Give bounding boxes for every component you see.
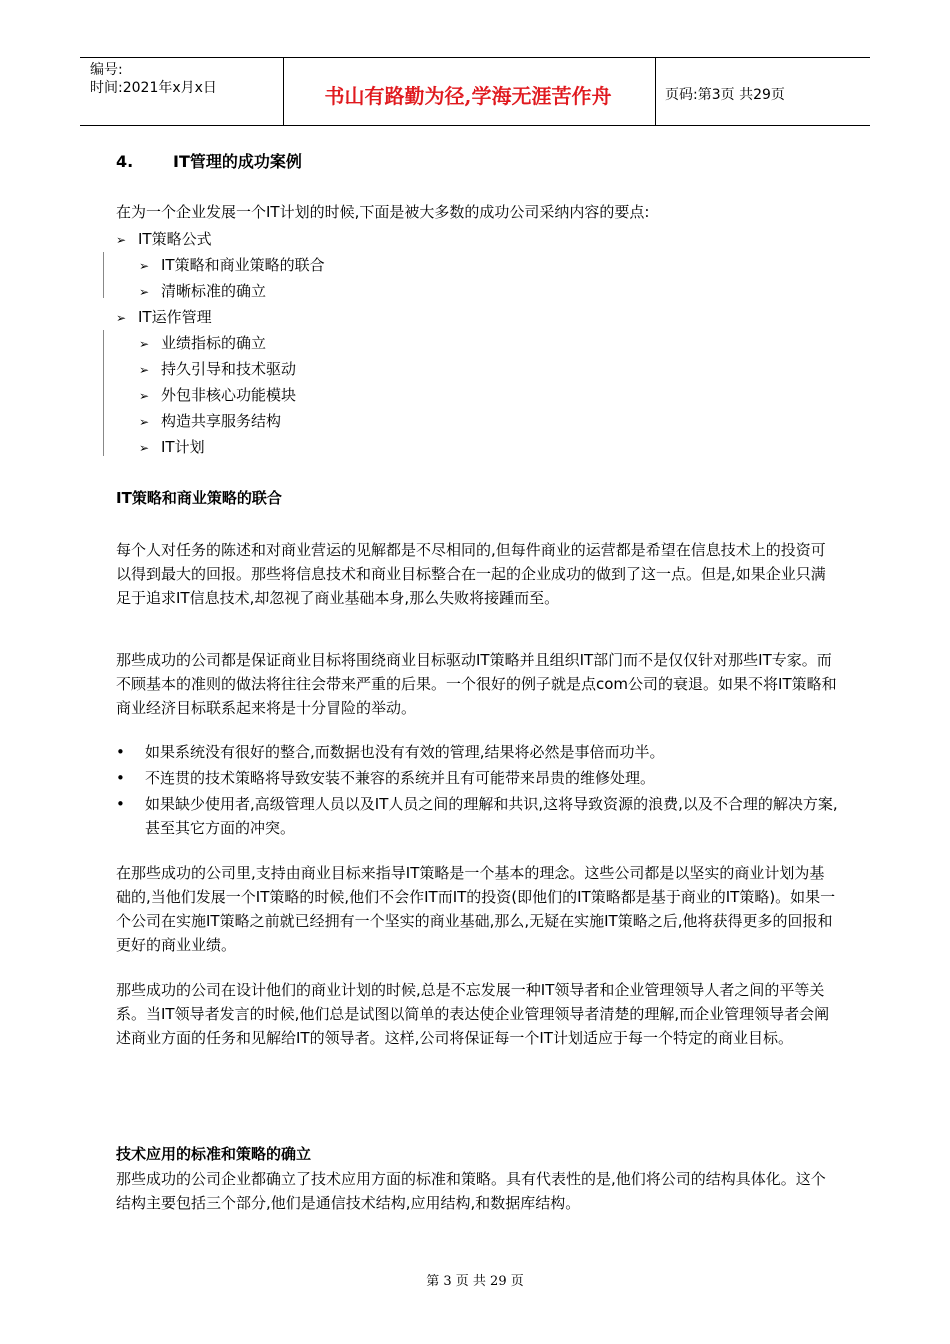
doc-time-label: 时间:2021年x月x日 bbox=[90, 80, 217, 96]
outline-subitem: ➢ 外包非核心功能模块 bbox=[139, 386, 297, 404]
body-paragraph: 那些成功的公司企业都确立了技术应用方面的标准和策略。具有代表性的是,他们将公司的结构具体化。这个结构主要包括三个部分,他们是通信技术结构,应用结构,和数据库结构。 bbox=[116, 1170, 826, 1212]
bullet-item: • 如果系统没有很好的整合,而数据也没有有效的管理,结果将必然是事倍而功半。 bbox=[116, 740, 838, 764]
bullet-dot-icon: • bbox=[116, 795, 125, 813]
arrow-bullet-icon: ➢ bbox=[139, 259, 150, 273]
arrow-bullet-icon: ➢ bbox=[116, 311, 127, 325]
body-paragraph: 每个人对任务的陈述和对商业营运的见解都是不尽相同的,但每件商业的运营都是希望在信息技术上的投资可以得到最大的回报。那些将信息技术和商业目标整合在一起的企业成功的做到了这一点。但是,如果企业只满足于追求IT信息技术,却忽视了商业基础本身,那么失败将接踵而至。 bbox=[116, 541, 826, 607]
arrow-bullet-icon: ➢ bbox=[139, 389, 150, 403]
page-footer: 第 3 页 共 29 页 bbox=[426, 1274, 524, 1289]
header-page-info: 页码:第3页 共29页 bbox=[665, 87, 785, 103]
section-number: 4. bbox=[116, 152, 134, 171]
outline-item-strategy: ➢ IT策略公式 bbox=[116, 230, 212, 248]
outline-subitem: ➢ 业绩指标的确立 bbox=[139, 334, 267, 352]
arrow-bullet-icon: ➢ bbox=[139, 415, 150, 429]
outline-subitem: ➢ IT计划 bbox=[139, 438, 205, 456]
outline-bar bbox=[103, 252, 104, 298]
section-title-text: IT管理的成功案例 bbox=[173, 152, 302, 171]
arrow-bullet-icon: ➢ bbox=[139, 363, 150, 377]
outline-item-operations: ➢ IT运作管理 bbox=[116, 308, 212, 326]
bullet-dot-icon: • bbox=[116, 769, 125, 787]
arrow-bullet-icon: ➢ bbox=[139, 441, 150, 455]
bullet-item: • 不连贯的技术策略将导致安装不兼容的系统并且有可能带来昂贵的维修处理。 bbox=[116, 766, 838, 790]
header-meta bbox=[90, 61, 217, 97]
arrow-bullet-icon: ➢ bbox=[139, 285, 150, 299]
outline-subitem: ➢ 清晰标准的确立 bbox=[139, 282, 267, 300]
outline-subitem: ➢ 持久引导和技术驱动 bbox=[139, 360, 297, 378]
header-motto: 书山有路勤为径,学海无涯苦作舟 bbox=[324, 84, 612, 108]
subsection-heading: 技术应用的标准和策略的确立 bbox=[116, 1145, 312, 1163]
outline-bar bbox=[103, 330, 104, 456]
bullet-item: • 如果缺少使用者,高级管理人员以及IT人员之间的理解和共识,这将导致资源的浪费,以及不合理的解决方案,甚至其它方面的冲突。 bbox=[116, 792, 838, 840]
arrow-bullet-icon: ➢ bbox=[139, 337, 150, 351]
body-paragraph: 那些成功的公司都是保证商业目标将围绕商业目标驱动IT策略并且组织IT部门而不是仅仅针对那些IT专家。而不顾基本的准则的做法将往往会带来严重的后果。一个很好的例子就是点com公司的衰退。如果不将IT策略和商业经济目标联系起来将是十分冒险的举动。 bbox=[116, 651, 837, 717]
doc-number-label: 编号: bbox=[90, 62, 123, 78]
header-top-rule bbox=[80, 57, 870, 58]
header-divider-right bbox=[655, 57, 656, 125]
section-title bbox=[116, 149, 302, 172]
arrow-bullet-icon: ➢ bbox=[116, 233, 127, 247]
subsection-heading: IT策略和商业策略的联合 bbox=[116, 489, 282, 507]
header-bottom-rule bbox=[80, 125, 870, 126]
body-paragraph: 在那些成功的公司里,支持由商业目标来指导IT策略是一个基本的理念。这些公司都是以坚实的商业计划为基础的,当他们发展一个IT策略的时候,他们不会作IT而IT的投资(即他们的IT策略都是基于商业的IT策略)。如果一个公司在实施IT策略之前就已经拥有一个坚实的商业基础,那么,无疑在实施IT策略之后,他将获得更多的回报和更好的商业业绩。 bbox=[116, 864, 836, 954]
bullet-dot-icon: • bbox=[116, 743, 125, 761]
outline-subitem: ➢ 构造共享服务结构 bbox=[139, 412, 282, 430]
intro-paragraph: 在为一个企业发展一个IT计划的时候,下面是被大多数的成功公司采纳内容的要点: bbox=[116, 203, 650, 221]
body-paragraph: 那些成功的公司在设计他们的商业计划的时候,总是不忘发展一种IT领导者和企业管理领导人者之间的平等关系。当IT领导者发言的时候,他们总是试图以简单的表达使企业管理领导者清楚的理解,而企业管理领导者会阐述商业方面的任务和见解给IT的领导者。这样,公司将保证每一个IT计划适应于每一个特定的商业目标。 bbox=[116, 981, 830, 1047]
outline-subitem: ➢ IT策略和商业策略的联合 bbox=[139, 256, 325, 274]
